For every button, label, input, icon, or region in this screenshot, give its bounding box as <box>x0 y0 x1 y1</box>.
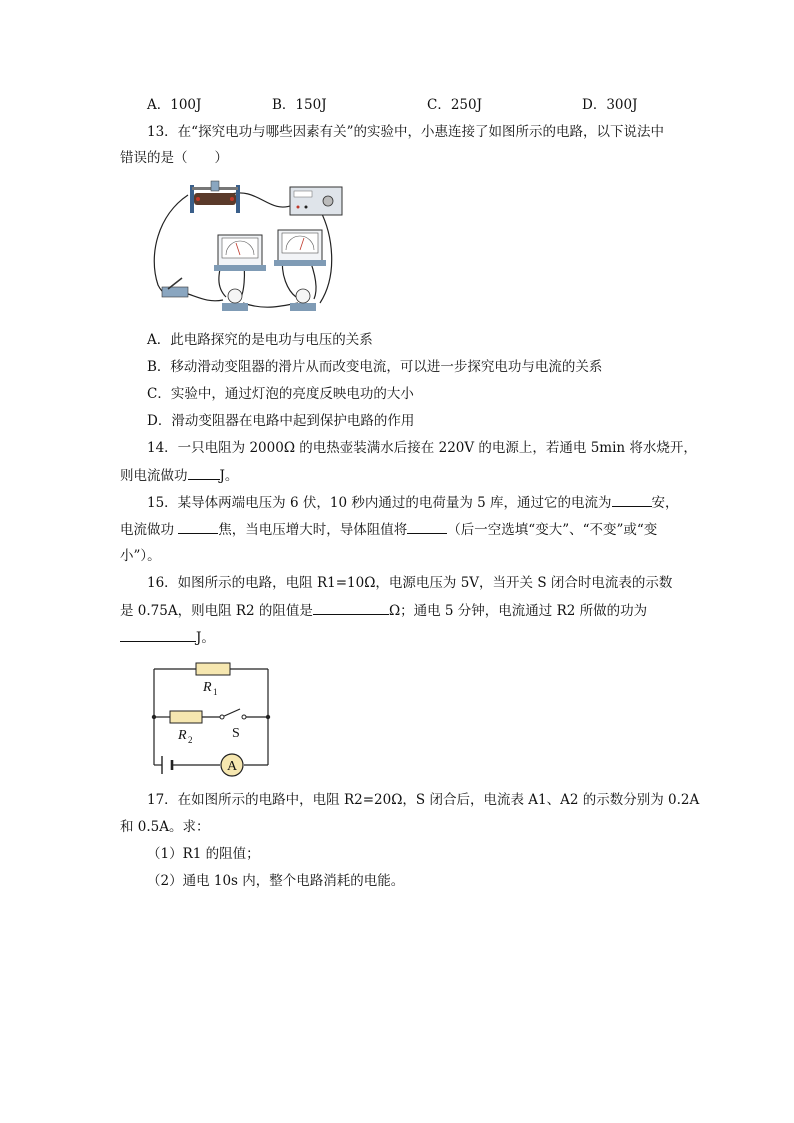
q14-line2 <box>120 465 238 486</box>
rheostat-icon <box>190 181 240 213</box>
q15-line1-post: 安， <box>651 495 679 511</box>
q14-line2-post: J。 <box>219 468 239 484</box>
q17-line1: 17．在如图所示的电路中，电阻 R2=20Ω，S 闭合后，电流表 A1、A2 的示数分别为 0.2A <box>147 792 700 808</box>
voltmeter-icon-2 <box>274 230 326 266</box>
q13-apparatus-figure <box>148 175 348 315</box>
switch-contact-right <box>242 715 246 719</box>
r2-label: R <box>178 728 187 743</box>
switch-label: S <box>232 726 240 741</box>
q16-line3-post: J。 <box>196 630 215 646</box>
q12-option-a: A．100J <box>147 97 202 113</box>
q16-line3 <box>120 627 215 648</box>
q14-line2-pre: 则电流做功 <box>120 468 188 484</box>
voltmeter-icon-1 <box>214 235 266 271</box>
q14-answer-blank[interactable] <box>188 465 220 480</box>
q15-line2 <box>120 519 657 540</box>
q17-line2: 和 0.5A。求： <box>120 819 210 835</box>
q15-line2-pre: 电流做功 <box>120 522 179 538</box>
r1-label: R <box>203 680 212 695</box>
q15-line1-pre: 15．某导体两端电压为 6 伏，10 秒内通过的电荷量为 5 库，通过它的电流为 <box>147 495 612 511</box>
q15-line3: 小”）。 <box>120 548 161 564</box>
q13-option-b: B．移动滑动变阻器的滑片从而改变电流，可以进一步探究电功与电流的关系 <box>147 359 603 375</box>
q16-circuit-diagram <box>148 655 278 783</box>
q16-r2-blank[interactable] <box>313 600 389 615</box>
q15-line2-mid: 焦，当电压增大时，导体阻值将 <box>218 522 408 538</box>
q15-current-blank[interactable] <box>612 492 652 507</box>
q13-option-d: D．滑动变阻器在电路中起到保护电路的作用 <box>147 413 415 429</box>
q12-option-c: C．250J <box>427 97 483 113</box>
switch-contact-left <box>220 715 224 719</box>
q15-line2-post: （后一空选填“变大”、“不变”或“变 <box>447 522 658 538</box>
q14-line1: 14．一只电阻为 2000Ω 的电热壶装满水后接在 220V 的电源上，若通电 5min 将水烧开， <box>147 440 697 456</box>
bulb-icon-2 <box>290 289 316 311</box>
bulb-icon-1 <box>222 289 248 311</box>
r2-label-sub: 2 <box>188 735 193 745</box>
power-supply-icon <box>290 187 342 215</box>
q16-line2-post: Ω；通电 5 分钟，电流通过 R2 所做的功为 <box>388 603 648 619</box>
q13-stem-line1: 13．在“探究电功与哪些因素有关”的实验中，小惠连接了如图所示的电路，以下说法中 <box>147 124 664 140</box>
q15-resistance-blank[interactable] <box>407 519 447 534</box>
q15-line1 <box>147 492 679 513</box>
q13-option-c: C．实验中，通过灯泡的亮度反映电功的大小 <box>147 386 414 402</box>
q16-line2 <box>120 600 647 621</box>
ammeter-label: A <box>226 759 238 774</box>
q13-option-a: A．此电路探究的是电功与电压的关系 <box>147 332 373 348</box>
q12-option-d: D．300J <box>582 97 638 113</box>
q16-work-blank[interactable] <box>120 627 196 642</box>
r1-resistor-icon <box>196 663 230 675</box>
q16-line1: 16．如图所示的电路，电阻 R1=10Ω，电源电压为 5V，当开关 S 闭合时电流表的示数 <box>147 575 673 591</box>
q17-sub2: （2）通电 10s 内，整个电路消耗的电能。 <box>147 873 405 889</box>
q17-sub1: （1）R1 的阻值； <box>147 846 260 862</box>
r1-label-sub: 1 <box>213 687 218 697</box>
q13-stem-line2: 错误的是（ ） <box>120 150 228 166</box>
q16-line2-pre: 是 0.75A，则电阻 R2 的阻值是 <box>120 603 313 619</box>
q12-option-b: B．150J <box>272 97 327 113</box>
q15-work-blank[interactable] <box>178 519 218 534</box>
knife-switch-icon <box>162 278 188 297</box>
r2-resistor-icon <box>170 711 202 723</box>
